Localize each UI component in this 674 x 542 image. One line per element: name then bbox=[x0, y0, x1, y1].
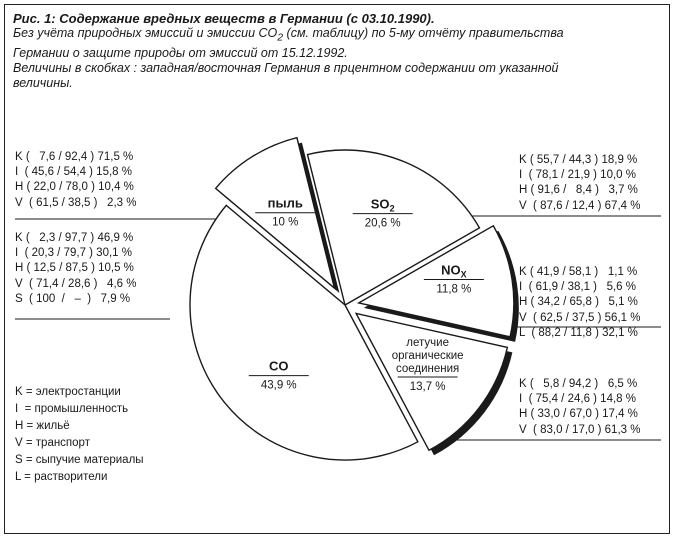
legend bbox=[15, 384, 144, 486]
legend-entry: S = сыпучие материалы bbox=[15, 454, 144, 466]
caption-line-1: Без учёта природных эмиссий и эмиссии $CO_2$ (см. таблицу) по 5-му отчёту правительства bbox=[13, 26, 564, 44]
breakdown-row: H ( 34,2 / 65,8 ) 5,1 % bbox=[519, 296, 638, 309]
breakdown-row: I ( 61,9 / 38,1 ) 5,6 % bbox=[519, 281, 636, 294]
breakdown-row: H ( 22,0 / 78,0 ) 10,4 % bbox=[15, 181, 134, 194]
figure-title: Рис. 1: Содержание вредных веществ в Германии (с 03.10.1990). bbox=[13, 11, 435, 26]
slice-label-so2: $SO_2$ bbox=[370, 196, 395, 214]
legend-entry: K = электростанции bbox=[15, 386, 121, 398]
breakdown-table-co bbox=[519, 377, 640, 438]
breakdown-row: L ( 88,2 / 11,8 ) 32,1 % bbox=[519, 326, 638, 339]
breakdown-table-so2 bbox=[15, 150, 136, 211]
caption-line-3: Величины в скобках : западная/восточная Германия в прцентном содержании от указанной bbox=[13, 60, 559, 75]
slice-label-co: CO bbox=[269, 358, 289, 374]
breakdown-row: K ( 2,3 / 97,7 ) 46,9 % bbox=[15, 232, 134, 244]
breakdown-row: K ( 55,7 / 44,3 ) 18,9 % bbox=[519, 154, 638, 166]
slice-label-nox: $NO_X$ bbox=[441, 262, 467, 280]
legend-entry: V = транспорт bbox=[15, 437, 90, 449]
breakdown-row: V ( 61,5 / 38,5 ) 2,3 % bbox=[15, 196, 137, 209]
breakdown-table-dust bbox=[15, 231, 136, 307]
breakdown-row: S ( 100 / – ) 7,9 % bbox=[15, 292, 131, 305]
breakdown-row: I ( 75,4 / 24,6 ) 14,8 % bbox=[519, 393, 636, 406]
breakdown-row: H ( 12,5 / 87,5 ) 10,5 % bbox=[15, 262, 134, 275]
breakdown-row: I ( 45,6 / 54,4 ) 15,8 % bbox=[15, 166, 132, 179]
breakdown-table-voc bbox=[519, 265, 640, 341]
legend-entry: I = промышленность bbox=[15, 403, 129, 415]
breakdown-row: K ( 5,8 / 94,2 ) 6,5 % bbox=[519, 378, 638, 390]
caption-line-4: величины. bbox=[13, 75, 73, 90]
slice-value-dust: 10 % bbox=[272, 216, 299, 229]
breakdown-row: V ( 71,4 / 28,6 ) 4,6 % bbox=[15, 277, 137, 290]
slice-value-voc: 13,7 % bbox=[409, 380, 446, 393]
breakdown-row: I ( 78,1 / 21,9 ) 10,0 % bbox=[519, 169, 636, 182]
breakdown-table-nox bbox=[519, 153, 640, 214]
breakdown-row: V ( 83,0 / 17,0 ) 61,3 % bbox=[519, 423, 641, 436]
breakdown-row: I ( 20,3 / 79,7 ) 30,1 % bbox=[15, 247, 132, 260]
legend-entry: H = жильё bbox=[15, 420, 70, 432]
breakdown-row: V ( 62,5 / 37,5 ) 56,1 % bbox=[519, 311, 641, 324]
breakdown-row: H ( 33,0 / 67,0 ) 17,4 % bbox=[519, 408, 638, 421]
caption-line-2: Германии о защите природы от эмиссий от 15.12.1992. bbox=[13, 45, 348, 60]
breakdown-row: K ( 7,6 / 92,4 ) 71,5 % bbox=[15, 151, 134, 163]
breakdown-row: H ( 91,6 / 8,4 ) 3,7 % bbox=[519, 184, 638, 197]
figure-page bbox=[4, 4, 670, 534]
legend-entry: L = растворители bbox=[15, 471, 108, 483]
slice-value-so2: 20,6 % bbox=[364, 217, 401, 230]
slice-label-voc: летучие органические соединения bbox=[391, 336, 464, 375]
slice-value-co: 43,9 % bbox=[260, 379, 297, 392]
breakdown-row: K ( 41,9 / 58,1 ) 1,1 % bbox=[519, 266, 638, 278]
slice-value-nox: 11,8 % bbox=[436, 283, 472, 296]
pie-slices bbox=[190, 138, 519, 460]
slice-label-dust: пыль bbox=[267, 195, 303, 211]
breakdown-row: V ( 87,6 / 12,4 ) 67,4 % bbox=[519, 199, 641, 212]
